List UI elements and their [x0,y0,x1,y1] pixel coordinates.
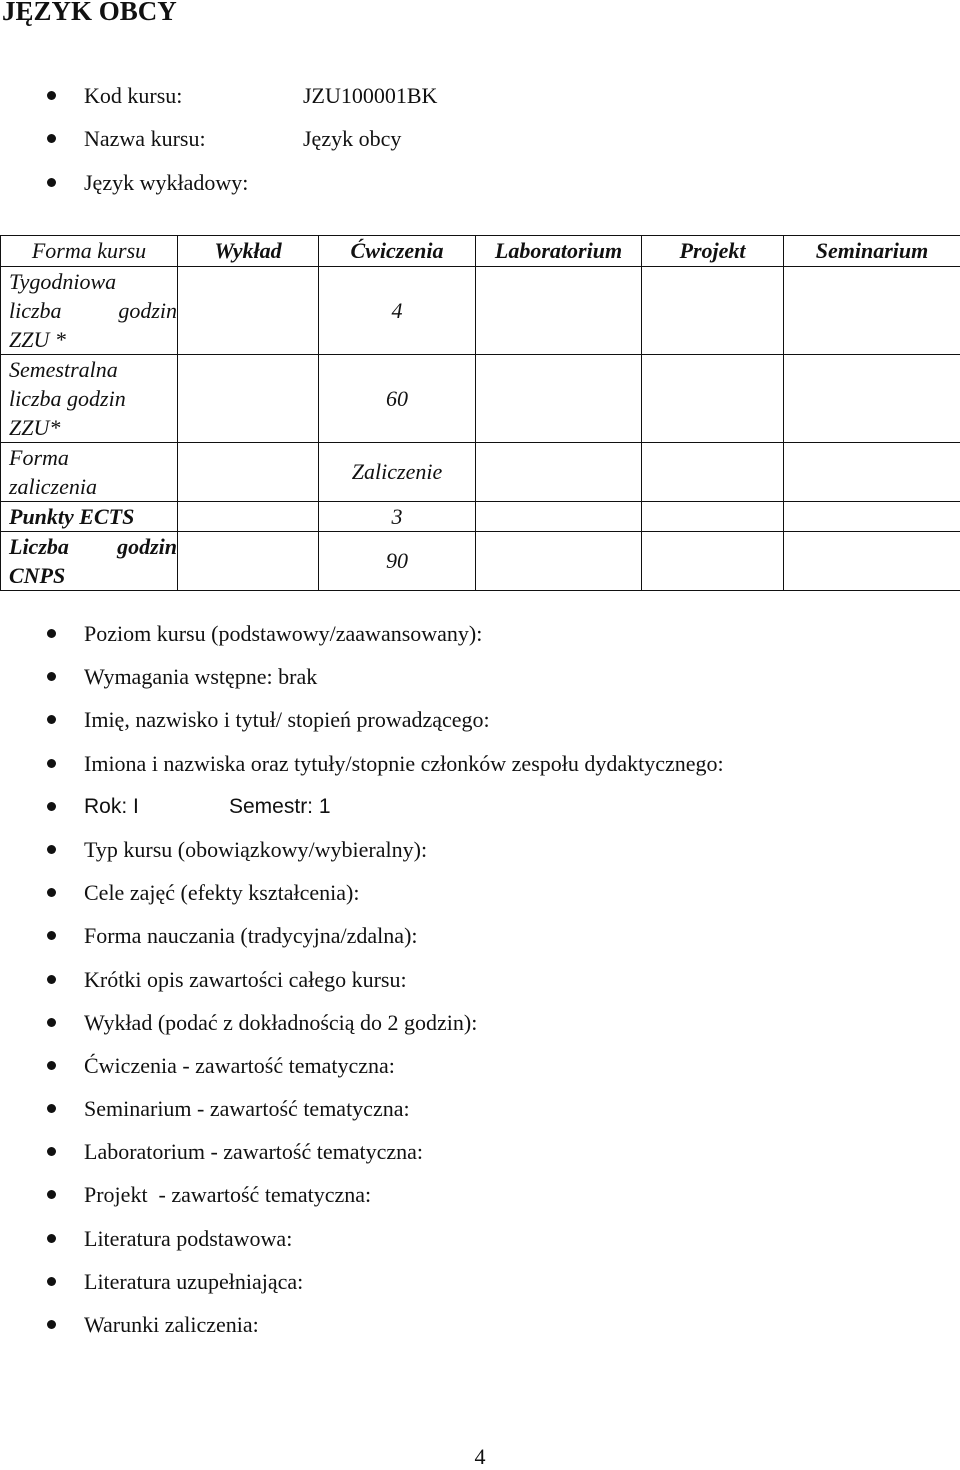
table-cell [642,502,784,532]
row-label-line: Tygodniowa [9,269,117,294]
header-cwiczenia: Ćwiczenia [319,236,476,267]
header-laboratorium: Laboratorium [476,236,642,267]
page-heading: JĘZYK OBCY [2,0,177,26]
table-row [1,355,960,443]
row-label-weekly-hours [1,267,178,355]
table-cell [476,443,642,502]
bullet-icon [47,759,56,768]
table-cell [178,355,319,443]
page-number: 4 [474,1444,486,1469]
bullet-icon [47,1277,56,1286]
bullet-icon [47,672,56,681]
bullet-icon [47,845,56,854]
table-row [1,443,960,502]
table-cell [642,355,784,443]
detail-label: Literatura podstawowa: [84,1225,293,1251]
year-label: Rok: I [84,794,139,818]
bullet-icon [47,931,56,940]
bullet-icon [47,1320,56,1329]
table-cell [784,355,960,443]
table-cell [476,502,642,532]
course-name-value: Język obcy [303,126,402,152]
detail-label: Forma nauczania (tradycyjna/zdalna): [84,923,418,949]
row-label-line: Liczba godzin [9,534,177,559]
table-cell [784,502,960,532]
row-label-line: Forma [9,445,69,470]
header-projekt: Projekt [642,236,784,267]
table-cell [642,443,784,502]
bullet-icon [47,1147,56,1156]
table-row [1,532,960,591]
header-forma-kursu: Forma kursu [1,236,178,267]
table-row [1,502,960,532]
detail-label: Imię, nazwisko i tytuł/ stopień prowadzącego: [84,707,490,733]
bullet-icon [47,1234,56,1243]
detail-label: Seminarium - zawartość tematyczna: [84,1096,410,1122]
detail-label: Ćwiczenia - zawartość tematyczna: [84,1052,395,1078]
table-row [1,267,960,355]
row-label-line: liczba godzin [9,298,177,323]
row-label-line: Punkty ECTS [9,504,135,529]
table-cell [178,267,319,355]
table-cell [784,267,960,355]
detail-label: Typ kursu (obowiązkowy/wybieralny): [84,836,428,862]
detail-label: Projekt - zawartość tematyczna: [84,1182,372,1208]
table-cell [642,532,784,591]
row-label-assessment-form [1,443,178,502]
row-label-line: ZZU * [9,327,66,352]
detail-label: Literatura uzupełniająca: [84,1268,304,1294]
course-code-value: JZU100001BK [303,83,438,108]
semester-label: Semestr: 1 [229,794,331,818]
bullet-icon [47,1018,56,1027]
bullet-icon [47,629,56,638]
bullet-icon [47,975,56,984]
bullet-icon [47,1190,56,1199]
table-cell [476,267,642,355]
bullet-icon [47,1061,56,1070]
row-label-line: Semestralna [9,357,118,382]
bullet-icon [47,715,56,724]
table-cell [784,532,960,591]
table-cell [476,355,642,443]
bullet-icon [47,134,56,143]
row-label-ects [1,502,178,532]
detail-label: Imiona i nazwiska oraz tytuły/stopnie członków zespołu dydaktycznego: [84,750,724,776]
detail-label: Cele zajęć (efekty kształcenia): [84,880,360,906]
language-label: Język wykładowy: [84,169,249,195]
detail-label: Laboratorium - zawartość tematyczna: [84,1139,424,1165]
table-header-row [1,236,960,267]
row-label-line: CNPS [9,563,66,588]
row-label-semester-hours [1,355,178,443]
table-cell: 3 [319,502,476,532]
row-label-line: ZZU* [9,415,61,440]
table-cell [784,443,960,502]
table-cell [178,502,319,532]
row-label-line: zaliczenia [9,474,97,499]
bullet-icon [47,91,56,100]
table-cell: 60 [319,355,476,443]
detail-label: Krótki opis zawartości całego kursu: [84,966,407,992]
table-cell [178,443,319,502]
table-cell [178,532,319,591]
bullet-icon [47,178,56,187]
table-cell [476,532,642,591]
detail-label: Poziom kursu (podstawowy/zaawansowany): [84,621,483,646]
table-cell [642,267,784,355]
bullet-icon [47,888,56,897]
row-label-cnps [1,532,178,591]
table-cell: 4 [319,267,476,355]
detail-label: Warunki zaliczenia: [84,1312,259,1337]
table-cell: 90 [319,532,476,591]
detail-label: Wykład (podać z dokładnością do 2 godzin): [84,1009,478,1035]
detail-label: Wymagania wstępne: brak [84,664,318,690]
table-cell: Zaliczenie [319,443,476,502]
bullet-icon [47,802,56,811]
course-table [0,235,960,591]
header-seminarium: Seminarium [784,236,960,267]
course-code-label: Kod kursu: [84,83,183,108]
course-name-label: Nazwa kursu: [84,126,206,152]
bullet-icon [47,1104,56,1113]
row-label-line: liczba godzin [9,386,126,411]
header-wyklad: Wykład [178,236,319,267]
